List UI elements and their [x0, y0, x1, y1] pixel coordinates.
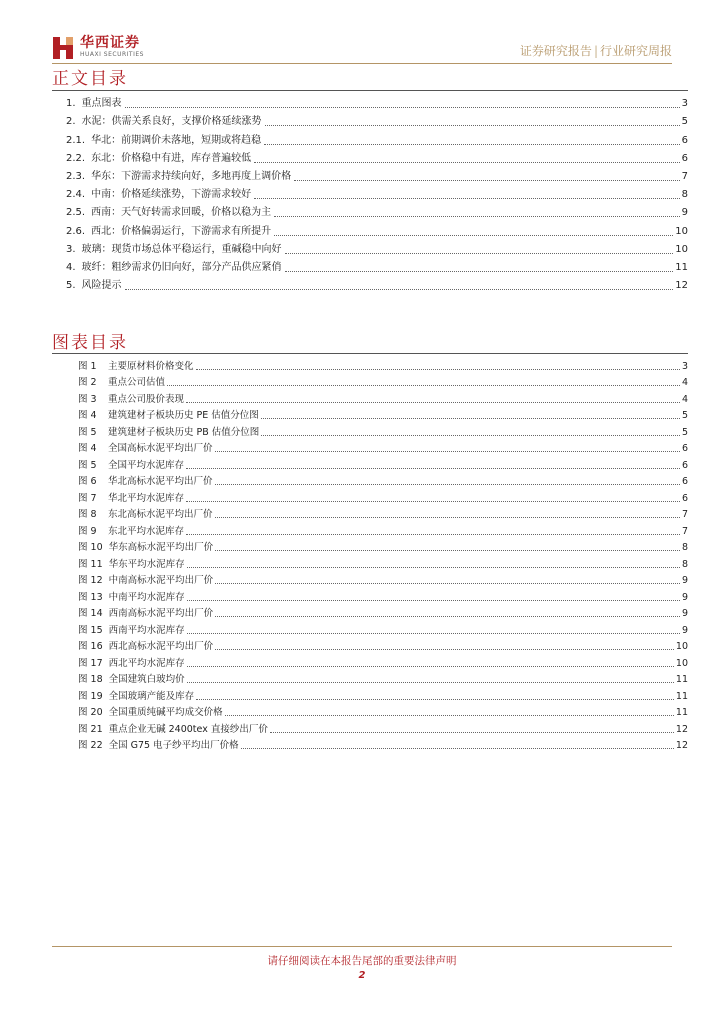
figure-entry[interactable] — [78, 438, 688, 455]
toc-entry-page: 6 — [681, 152, 688, 164]
toc-title: 正文目录 — [52, 69, 128, 89]
figure-entry-leader-dots — [215, 550, 680, 551]
figure-entry-number: 图 17 — [78, 657, 103, 669]
figure-entry[interactable] — [78, 702, 688, 719]
figure-entry-number: 图 20 — [78, 707, 103, 718]
figure-entry-page: 4 — [681, 377, 688, 388]
header-separator: | — [593, 44, 598, 58]
toc-entry-number: 2.5. — [66, 207, 86, 219]
figures-title-rule — [52, 353, 688, 354]
figure-entry-page: 3 — [681, 360, 688, 372]
toc-entry-page: 12 — [675, 280, 688, 292]
figure-entry-leader-dots — [196, 699, 674, 700]
figure-entry-number: 图 5 — [78, 459, 97, 471]
figure-entry-leader-dots — [215, 517, 680, 518]
figure-entry-page: 9 — [681, 591, 688, 603]
toc-entry[interactable] — [66, 274, 688, 292]
figure-entry-label: 西北平均水泥库存 — [108, 657, 185, 669]
figure-entry-number: 图 21 — [78, 723, 103, 735]
toc-entry-label: 风险提示 — [81, 280, 122, 292]
figure-entry-leader-dots — [270, 732, 674, 733]
figure-entry[interactable] — [78, 454, 688, 471]
figure-entry-leader-dots — [261, 435, 680, 436]
toc-entry-page: 9 — [681, 207, 688, 219]
figure-entry-number: 图 12 — [78, 575, 103, 586]
figure-entry-leader-dots — [215, 451, 680, 452]
figures-title: 图表目录 — [52, 333, 128, 353]
figure-entry[interactable] — [78, 619, 688, 636]
toc-entry-number: 1. — [66, 98, 76, 110]
figure-entry-page: 11 — [675, 690, 688, 702]
figure-entry-label: 全国重质纯碱平均成交价格 — [108, 707, 223, 718]
toc-entry-leader-dots — [285, 271, 674, 272]
figure-entry[interactable] — [78, 504, 688, 521]
figure-entry[interactable] — [78, 471, 688, 488]
figure-entry-leader-dots — [196, 369, 680, 370]
figure-entry-number: 图 16 — [78, 641, 103, 652]
figure-entry-number: 图 8 — [78, 509, 97, 520]
figure-entry[interactable] — [78, 405, 688, 422]
toc-entry-page: 3 — [681, 98, 688, 110]
toc-entry-leader-dots — [285, 253, 674, 254]
toc-entry-number: 2.3. — [66, 170, 86, 182]
figure-entry[interactable] — [78, 652, 688, 669]
figure-entry-label: 重点公司股价表现 — [108, 393, 185, 405]
toc-entry-leader-dots — [125, 107, 680, 108]
header-divider — [52, 63, 672, 64]
figure-entry-leader-dots — [215, 649, 674, 650]
figure-entry-page: 12 — [675, 723, 688, 735]
figure-entry-page: 9 — [681, 624, 688, 636]
figure-entry-leader-dots — [225, 715, 674, 716]
figure-entry-leader-dots — [187, 682, 674, 683]
toc-entry-leader-dots — [274, 235, 673, 236]
figure-entry-label: 华东平均水泥库存 — [108, 558, 185, 570]
toc-entry-number: 2.4. — [66, 189, 86, 201]
toc-entry[interactable] — [66, 128, 688, 146]
toc-entry-number: 2. — [66, 116, 76, 128]
figure-entry-number: 图 19 — [78, 690, 103, 702]
toc-entry-label: 水泥：供需关系良好，支撑价格延续涨势 — [81, 116, 262, 128]
toc-entry-leader-dots — [254, 162, 680, 163]
figure-entry-page: 8 — [681, 558, 688, 570]
figure-entry-number: 图 13 — [78, 591, 103, 603]
figure-entry[interactable] — [78, 421, 688, 438]
toc-entry[interactable] — [66, 147, 688, 165]
figure-entry-label: 西南高标水泥平均出厂价 — [108, 608, 214, 619]
logo-chinese-name: 华西证券 — [80, 35, 140, 51]
figure-entry-page: 7 — [681, 509, 688, 520]
figure-entry[interactable] — [78, 735, 688, 752]
figure-entry-page: 8 — [681, 542, 688, 553]
figure-entry-leader-dots — [186, 501, 680, 502]
toc-entry-label: 东北：价格稳中有进，库存普遍较低 — [91, 152, 252, 164]
figure-entry-label: 全国高标水泥平均出厂价 — [108, 443, 213, 454]
figure-entry[interactable] — [78, 570, 688, 587]
figure-entry-label: 全国玻璃产能及库存 — [108, 690, 195, 702]
figure-entry-page: 5 — [681, 426, 688, 438]
figure-entry-leader-dots — [187, 666, 674, 667]
figure-entry-label: 重点公司估值 — [108, 377, 166, 388]
figure-entry-leader-dots — [186, 534, 680, 535]
figure-entry-leader-dots — [186, 402, 680, 403]
figure-entry-label: 西南平均水泥库存 — [108, 624, 185, 636]
figure-entry-leader-dots — [215, 616, 680, 617]
huaxi-logo-icon — [52, 35, 76, 61]
figure-entry[interactable] — [78, 388, 688, 405]
figure-entry-number: 图 1 — [78, 360, 97, 372]
toc-entry[interactable] — [66, 201, 688, 219]
figure-entry-label: 中南平均水泥库存 — [108, 591, 185, 603]
toc-entry-number: 2.2. — [66, 152, 86, 164]
page-number: 2 — [358, 970, 366, 981]
figure-entry-leader-dots — [261, 418, 680, 419]
figure-entry[interactable] — [78, 636, 688, 653]
figure-entry-label: 主要原材料价格变化 — [108, 360, 194, 372]
figure-entry-label: 全国建筑白玻均价 — [108, 674, 185, 685]
figure-entry[interactable] — [78, 553, 688, 570]
toc-entry[interactable] — [66, 219, 688, 237]
page-header — [0, 0, 724, 70]
figure-entry-leader-dots — [187, 633, 680, 634]
figure-entry-label: 中南高标水泥平均出厂价 — [108, 575, 214, 586]
figure-entry-leader-dots — [186, 468, 680, 469]
figure-entry-number: 图 4 — [78, 443, 97, 454]
figure-entry-label: 全国平均水泥库存 — [108, 459, 185, 471]
figures-list — [78, 355, 688, 751]
figure-entry-page: 7 — [681, 525, 688, 537]
figure-entry[interactable] — [78, 355, 688, 372]
toc-entry[interactable] — [66, 256, 688, 274]
figure-entry[interactable] — [78, 685, 688, 702]
figure-entry-number: 图 11 — [78, 558, 103, 570]
figure-entry-page: 5 — [681, 410, 688, 421]
toc-entry-label: 重点图表 — [81, 98, 122, 110]
logo-english-name: HUAXI SECURITIES — [80, 51, 144, 58]
toc-entry-leader-dots — [254, 198, 680, 199]
figure-entry-page: 10 — [675, 657, 688, 669]
toc-entry-label: 中南：价格延续涨势，下游需求较好 — [91, 189, 252, 201]
toc-entry-number: 3. — [66, 243, 76, 255]
figure-entry-page: 10 — [675, 641, 688, 652]
figure-entry-leader-dots — [215, 583, 680, 584]
toc-entry-label: 玻纤：粗纱需求仍旧向好，部分产品供应紧俏 — [81, 261, 282, 273]
toc-entry-page: 7 — [681, 170, 688, 182]
toc-entry[interactable] — [66, 183, 688, 201]
figure-entry-leader-dots — [215, 484, 680, 485]
toc-entry-number: 2.1. — [66, 134, 86, 146]
toc-entry[interactable] — [66, 165, 688, 183]
toc-entry-page: 11 — [675, 261, 688, 273]
figure-entry-page: 12 — [675, 740, 688, 751]
figure-entry-page: 4 — [681, 393, 688, 405]
toc-entry-label: 华北：前期调价未落地，短期或将趋稳 — [91, 134, 262, 146]
figure-entry-page: 6 — [681, 492, 688, 504]
toc-entry-page: 8 — [681, 189, 688, 201]
figure-entry-label: 东北高标水泥平均出厂价 — [108, 509, 213, 520]
toc-entry-label: 玻璃：现货市场总体平稳运行，重碱稳中向好 — [81, 243, 282, 255]
figure-entry-number: 图 9 — [78, 525, 97, 537]
toc-entry-page: 6 — [681, 134, 688, 146]
figure-entry-page: 11 — [675, 707, 688, 718]
toc-title-rule — [52, 90, 688, 91]
figure-entry-label: 重点企业无碱 2400tex 直接纱出厂价 — [108, 723, 268, 735]
figure-entry-number: 图 5 — [78, 426, 97, 438]
figure-entry-page: 9 — [681, 575, 688, 586]
figure-entry-label: 华东高标水泥平均出厂价 — [108, 542, 214, 553]
report-subtype: 行业研究周报 — [599, 44, 672, 58]
figure-entry-leader-dots — [241, 748, 674, 749]
toc-entry-number: 4. — [66, 261, 76, 273]
figure-entry-number: 图 3 — [78, 393, 97, 405]
figure-entry-label: 建筑建材子板块历史 PE 估值分位图 — [108, 410, 259, 421]
figure-entry-number: 图 4 — [78, 410, 97, 421]
figure-entry-page: 6 — [681, 459, 688, 471]
toc-entry-leader-dots — [264, 144, 680, 145]
report-type-label — [520, 42, 672, 59]
toc-entry-label: 西北：价格偏弱运行，下游需求有所提升 — [91, 225, 272, 237]
figure-entry[interactable] — [78, 520, 688, 537]
figure-entry-number: 图 2 — [78, 377, 97, 388]
figure-entry-number: 图 14 — [78, 608, 103, 619]
toc-entry-page: 10 — [675, 225, 688, 237]
figure-entry-page: 11 — [675, 674, 688, 685]
toc-entry-leader-dots — [294, 180, 680, 181]
figure-entry[interactable] — [78, 372, 688, 389]
figure-entry-label: 华北平均水泥库存 — [108, 492, 185, 504]
legal-disclaimer: 请仔细阅读在本报告尾部的重要法律声明 — [267, 955, 457, 967]
footer-divider — [52, 946, 672, 947]
toc-entry-page: 5 — [681, 116, 688, 128]
figure-entry-number: 图 6 — [78, 476, 97, 487]
toc-entry-leader-dots — [125, 289, 674, 290]
figure-entry-number: 图 7 — [78, 492, 97, 504]
toc-entry-number: 2.6. — [66, 225, 86, 237]
figure-entry[interactable] — [78, 537, 688, 554]
toc-entry-label: 华东：下游需求持续向好，多地再度上调价格 — [91, 170, 292, 182]
toc-entry-number: 5. — [66, 280, 76, 292]
figure-entry-leader-dots — [167, 385, 680, 386]
toc-entry-leader-dots — [265, 125, 680, 126]
figure-entry-label: 全国 G75 电子纱平均出厂价格 — [108, 740, 239, 751]
toc-list — [66, 92, 688, 292]
figure-entry-leader-dots — [187, 600, 680, 601]
figure-entry-label: 建筑建材子板块历史 PB 估值分位图 — [108, 426, 260, 438]
figure-entry-label: 东北平均水泥库存 — [108, 525, 185, 537]
figure-entry-number: 图 10 — [78, 542, 103, 553]
figure-entry-number: 图 15 — [78, 624, 103, 636]
figure-entry[interactable] — [78, 586, 688, 603]
figure-entry-leader-dots — [187, 567, 680, 568]
toc-entry[interactable] — [66, 110, 688, 128]
figure-entry-number: 图 18 — [78, 674, 103, 685]
report-type: 证券研究报告 — [519, 44, 592, 58]
toc-entry[interactable] — [66, 238, 688, 256]
figure-entry-number: 图 22 — [78, 740, 103, 751]
figure-entry[interactable] — [78, 603, 688, 620]
figure-entry[interactable] — [78, 487, 688, 504]
figure-entry-page: 9 — [681, 608, 688, 619]
toc-entry-page: 10 — [675, 243, 688, 255]
figure-entry[interactable] — [78, 718, 688, 735]
toc-entry-leader-dots — [274, 216, 680, 217]
toc-entry-label: 西南：天气好转需求回暖，价格以稳为主 — [91, 207, 272, 219]
toc-entry[interactable] — [66, 92, 688, 110]
figure-entry-page: 6 — [681, 476, 688, 487]
figure-entry-label: 华北高标水泥平均出厂价 — [108, 476, 213, 487]
figure-entry[interactable] — [78, 669, 688, 686]
figure-entry-label: 西北高标水泥平均出厂价 — [108, 641, 214, 652]
figure-entry-page: 6 — [681, 443, 688, 454]
